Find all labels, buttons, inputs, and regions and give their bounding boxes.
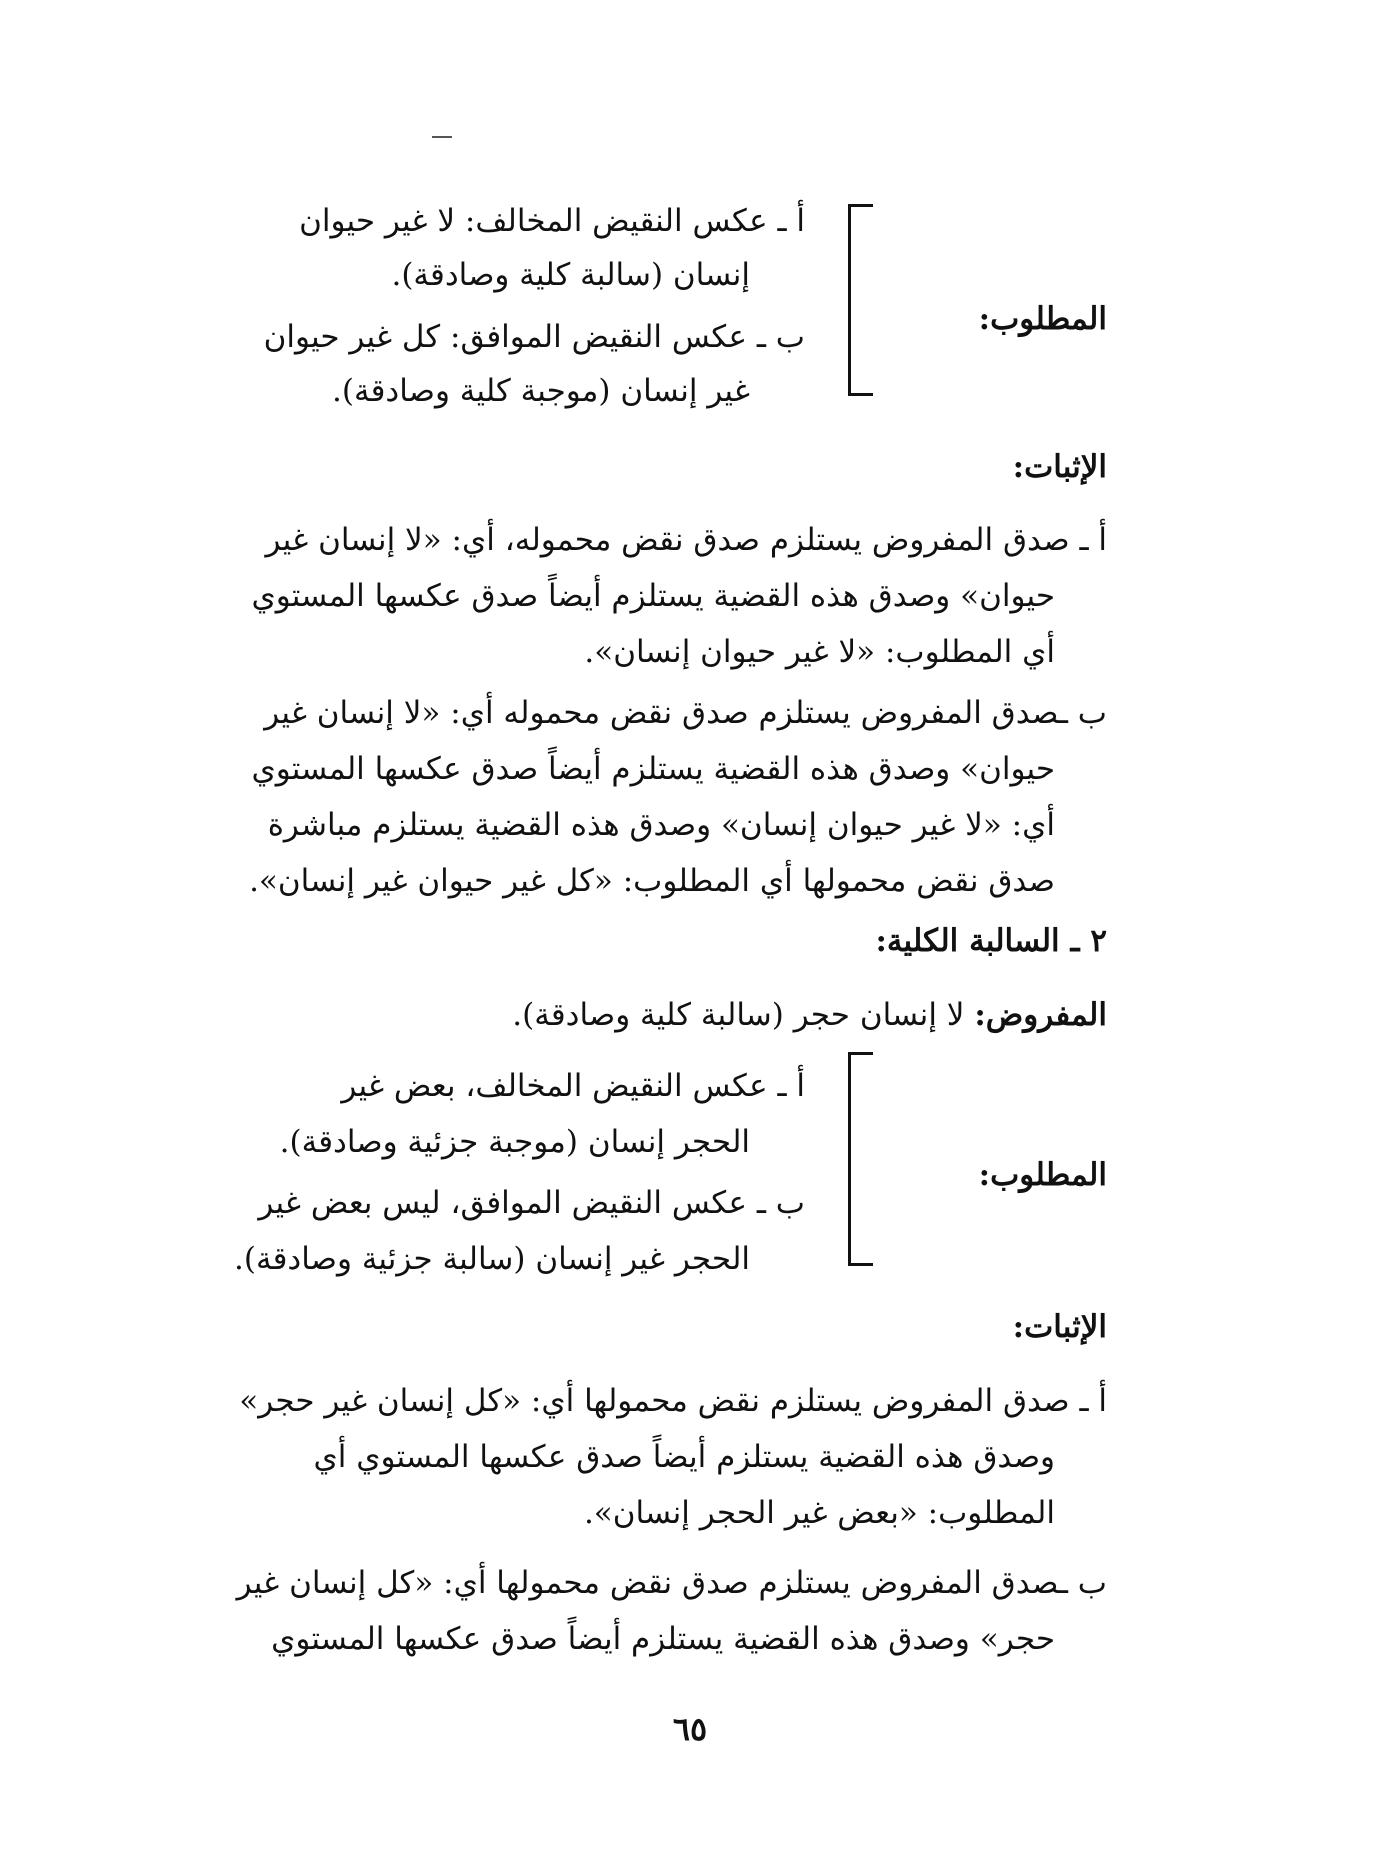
page-number: ٦٥: [672, 1710, 708, 1748]
top-dash-mark: [432, 136, 452, 138]
proof1-b-line1: ب ـصدق المفروض يستلزم صدق نقض محموله أي: «لا إنسان غير: [264, 695, 1107, 731]
proof1-b-line2: حيوان» وصدق هذه القضية يستلزم أيضاً صدق عكسها المستوي: [251, 751, 1055, 787]
proof1-title: الإثبات:: [1012, 449, 1107, 485]
proof1-b-line3: أي: «لا غير حيوان إنسان» وصدق هذه القضية يستلزم مباشرة: [267, 807, 1055, 843]
proof1-b-line4: صدق نقض محمولها أي المطلوب: «كل غير حيوان غير إنسان».: [249, 863, 1055, 899]
block1-b-line2: غير إنسان (موجبة كلية وصادقة).: [332, 373, 750, 409]
proof1-a-line1: أ ـ صدق المفروض يستلزم صدق نقض محموله، أي: «لا إنسان غير: [265, 522, 1107, 558]
proof2-a-line3: المطلوب: «بعض غير الحجر إنسان».: [583, 1495, 1055, 1531]
section2-assumed: [512, 992, 1107, 1038]
assumed-text: لا إنسان حجر (سالبة كلية وصادقة).: [512, 997, 965, 1033]
block1-a-line1: أ ـ عكس النقيض المخالف: لا غير حيوان: [299, 203, 805, 239]
block2-b-line2: الحجر غير إنسان (سالبة جزئية وصادقة).: [234, 1241, 750, 1277]
proof2-title: الإثبات:: [1012, 1309, 1107, 1345]
proof2-b-line2: حجر» وصدق هذه القضية يستلزم أيضاً صدق عكسها المستوي: [271, 1621, 1055, 1657]
bracket-2: [848, 1052, 873, 1266]
block2-b-line1: ب ـ عكس النقيض الموافق، ليس بعض غير: [258, 1185, 805, 1221]
block1-a-line2: إنسان (سالبة كلية وصادقة).: [391, 257, 750, 293]
block1-b-line1: ب ـ عكس النقيض الموافق: كل غير حيوان: [263, 319, 805, 355]
block2-a-line1: أ ـ عكس النقيض المخالف، بعض غير: [341, 1068, 805, 1104]
block2-a-line2: الحجر إنسان (موجبة جزئية وصادقة).: [279, 1124, 750, 1160]
block2-label: المطلوب:: [978, 1157, 1107, 1193]
proof1-a-line3: أي المطلوب: «لا غير حيوان إنسان».: [584, 634, 1055, 670]
assumed-label: المفروض:: [974, 997, 1107, 1033]
proof2-b-line1: ب ـصدق المفروض يستلزم صدق نقض محمولها أي: «كل إنسان غير: [236, 1565, 1107, 1601]
proof2-a-line2: وصدق هذه القضية يستلزم أيضاً صدق عكسها المستوي أي: [313, 1439, 1055, 1475]
bracket-1: [848, 204, 873, 396]
section2-heading: ٢ ـ السالبة الكلية:: [875, 923, 1107, 959]
block1-label: المطلوب:: [978, 301, 1107, 337]
proof2-a-line1: أ ـ صدق المفروض يستلزم نقض محمولها أي: «كل إنسان غير حجر»: [239, 1383, 1107, 1419]
proof1-a-line2: حيوان» وصدق هذه القضية يستلزم أيضاً صدق عكسها المستوي: [251, 578, 1055, 614]
